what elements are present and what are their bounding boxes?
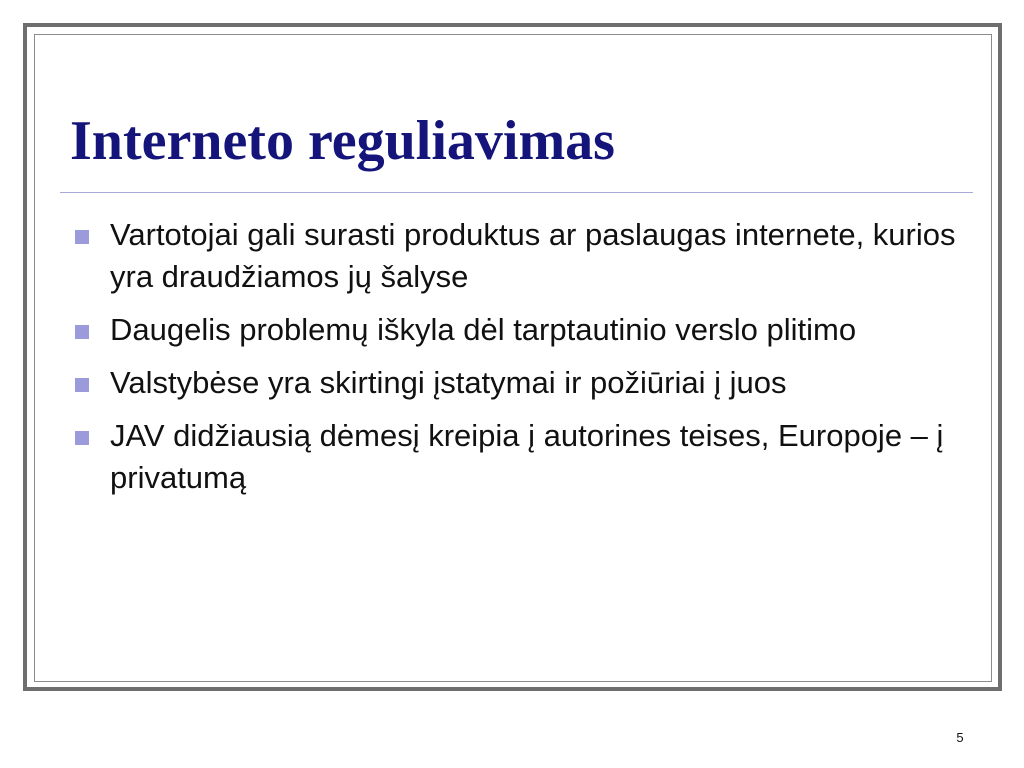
square-bullet-icon [75,431,89,445]
bullet-text: Vartotojai gali surasti produktus ar paslaugas internete, kurios yra draudžiamos jų šalyse [110,217,956,294]
bullet-text: Valstybėse yra skirtingi įstatymai ir požiūriai į juos [110,365,787,400]
bullet-list [75,214,965,510]
bullet-item [75,214,965,298]
square-bullet-icon [75,325,89,339]
bullet-item [75,415,965,499]
bullet-text: Daugelis problemų iškyla dėl tarptautinio verslo plitimo [110,312,857,347]
bullet-item [75,309,965,351]
square-bullet-icon [75,378,89,392]
title-divider [60,192,973,193]
page-number: 5 [956,730,964,745]
bullet-text: JAV didžiausią dėmesį kreipia į autorines teises, Europoje – į privatumą [110,418,944,495]
bullet-item [75,362,965,404]
slide-title: Interneto reguliavimas [70,110,615,172]
square-bullet-icon [75,230,89,244]
